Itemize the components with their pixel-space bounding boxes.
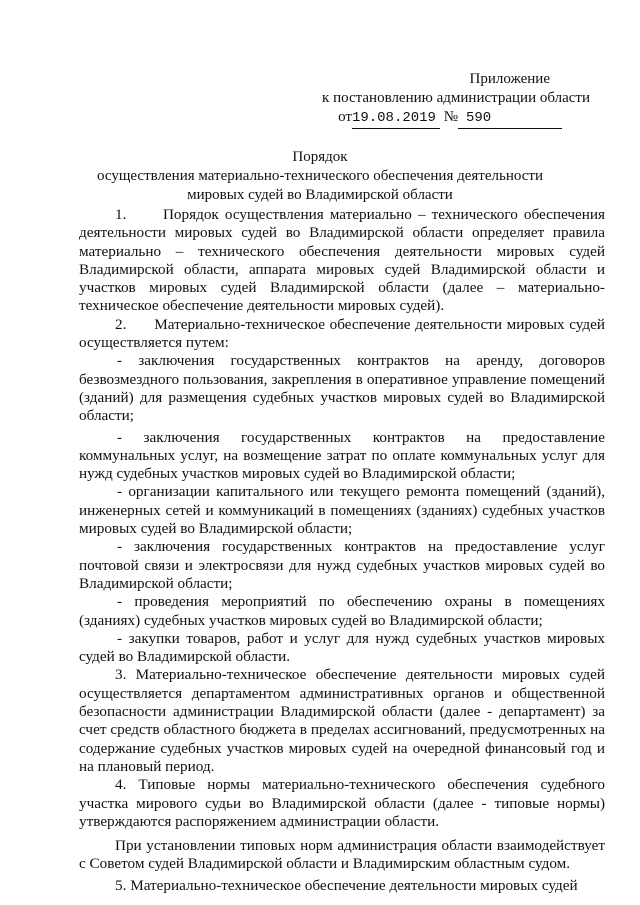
resolution-reference: к постановлению администрации области xyxy=(322,90,590,106)
list-item-telecom: - заключения государственных контрактов на предоставление услуг почтовой связи и электросвязи для нужд судебных участков мировых судей во Владимирской области; xyxy=(79,538,605,592)
title-line-2: осуществления материально-технического обеспечения деятельности xyxy=(97,168,543,184)
date-number-line xyxy=(290,108,590,129)
list-item-procurement: - закупки товаров, работ и услуг для нужд судебных участков мировых судей во Владимирской области. xyxy=(79,629,605,666)
document-title xyxy=(40,148,600,205)
number-prefix: № xyxy=(443,109,458,125)
paragraph-5: 5. Материально-техническое обеспечение деятельности мировых судей xyxy=(115,876,578,894)
number-value: 590 xyxy=(466,110,492,126)
appendix-label: Приложение xyxy=(469,71,550,87)
paragraph-1: 1. Порядок осуществления материально – технического обеспечения деятельности мировых судей во Владимирской области определяет правила материально – технического обеспечения деятельности мировых судей Владимирской области, аппарата мировых судей Владимирской области и участков мировых судей Владимирской области (далее – материально-техническое обеспечение деятельности мировых судей). xyxy=(79,206,605,315)
paragraph-3: 3. Материально-техническое обеспечение деятельности мировых судей осуществляется департаментом административных органов и общественной безопасности администрации Владимирской области (далее - департамент) за счет средств областного бюджета в пределах ассигнований, предусмотренных на содержание судебных участков мировых судей на очередной финансовый год и на плановый период. xyxy=(79,666,605,775)
title-line-1: Порядок xyxy=(292,149,348,165)
number-field xyxy=(458,108,562,129)
list-item-repairs: - организации капитального или текущего ремонта помещений (зданий), инженерных сетей и коммуникаций в помещениях (зданиях) судебных участков мировых судей во Владимирской области; xyxy=(79,483,605,538)
list-item-utilities: - заключения государственных контрактов на предоставление коммунальных услуг, на возмещение затрат по оплате коммунальных услуг для нужд судебных участков мировых судей во Владимирской области; xyxy=(79,428,605,483)
date-value: 19.08.2019 xyxy=(351,110,436,126)
document-body xyxy=(79,206,605,895)
date-field xyxy=(352,108,440,129)
paragraph-2: 2. Материально-техническое обеспечение деятельности мировых судей осуществляется путем: xyxy=(79,315,605,352)
paragraph-4-note: При установлении типовых норм администрация области взаимодействует с Советом судей Владимирской области и Владимирским областным судом. xyxy=(79,837,605,873)
date-prefix: от xyxy=(338,109,352,125)
title-line-3: мировых судей во Владимирской области xyxy=(187,187,453,203)
appendix-header xyxy=(290,70,590,129)
paragraph-4: 4. Типовые нормы материально-технического обеспечения судебного участка мирового судьи во Владимирской области (далее - типовые нормы) утверждаются распоряжением администрации области. xyxy=(79,776,605,830)
list-item-security: - проведения мероприятий по обеспечению охраны в помещениях (зданиях) судебных участков мировых судей во Владимирской области; xyxy=(79,593,605,629)
list-item-lease: - заключения государственных контрактов на аренду, договоров безвозмездного пользования, закрепления в оперативное управление помещений (зданий) для размещения судебных участков мировых судей во Владимирской области; xyxy=(79,352,605,425)
